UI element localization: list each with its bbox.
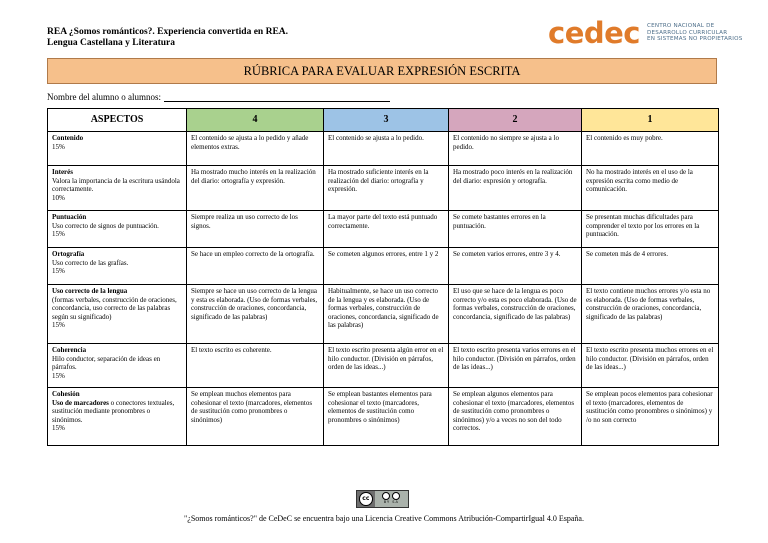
license-text: "¿Somos románticos?" de CeDeC se encuentra bajo una Licencia Creative Commons Atribución-CompartirIgual 4.0 España. (184, 514, 584, 523)
score-1-cell: Se emplean pocos elementos para cohesionar el texto (marcadores, elementos de sustitución como pronombres o sinónimos) y /o no son correcto (582, 388, 719, 446)
aspect-weight: 15% (52, 230, 65, 239)
header-line-2: Lengua Castellana y Literatura (47, 38, 175, 48)
score-3-cell: Ha mostrado suficiente interés en la realización del diario: ortografía y expresión. (324, 166, 449, 211)
student-name-field (47, 92, 390, 102)
score-3-cell: Se cometen algunos errores, entre 1 y 2 (324, 248, 449, 285)
score-3-cell: El contenido se ajusta a lo pedido. (324, 132, 449, 166)
logo-tagline (647, 23, 742, 42)
score-4-cell: El contenido se ajusta a lo pedido y añade elementos extras. (187, 132, 324, 166)
score-4-cell: Ha mostrado mucho interés en la realización del diario: ortografía y expresión. (187, 166, 324, 211)
score-3-cell: Habitualmente, se hace un uso correcto de la lengua y es elaborada. (Uso de formas verbales, construcción de oraciones, concordancia, significado de las palabras) (324, 285, 449, 344)
table-row (48, 211, 719, 248)
table-row (48, 132, 719, 166)
aspect-name: Interés (52, 168, 73, 176)
cc-license-badge[interactable] (356, 490, 409, 508)
aspect-name: Contenido (52, 134, 84, 142)
table-row (48, 285, 719, 344)
aspect-name: Ortografía (52, 250, 85, 258)
aspect-description: Uso correcto de signos de puntuación. (52, 221, 159, 230)
by-sa-text: BY SA (383, 500, 399, 504)
score-4-cell: Se emplean muchos elementos para cohesionar el texto (marcadores, elementos de sustitución como pronombres o sinónimos) (187, 388, 324, 446)
score-2-cell: Se comete bastantes errores en la puntuación. (449, 211, 582, 248)
aspect-weight: 15% (52, 371, 65, 380)
score-1-cell: Se cometen más de 4 errores. (582, 248, 719, 285)
score-2-cell: Se emplean algunos elementos para cohesionar el texto (marcadores, elementos de sustitución como pronombres o sinónimos) y/o a veces no son del todo correctos. (449, 388, 582, 446)
aspect-weight: 15% (52, 321, 65, 330)
aspect-name: Cohesión (52, 390, 80, 398)
logo-tagline-1: CENTRO NACIONAL DE (646, 23, 715, 30)
table-row (48, 166, 719, 211)
aspect-weight: 15% (52, 267, 65, 276)
score-3-cell: El texto escrito presenta algún error en el hilo conductor. (División en párrafos, orden de las ideas...) (324, 344, 449, 388)
rubric-header-row (48, 109, 719, 132)
aspect-cell (48, 388, 187, 446)
aspect-cell (48, 285, 187, 344)
score-1-cell: El texto contiene muchos errores y/o esta no es elaborada. (Uso de formas verbales, construcción de oraciones, concordancia, significado de las palabras) (582, 285, 719, 344)
student-name-blank (164, 93, 390, 102)
aspect-description: (formas verbales, construcción de oraciones, concordancia, uso correcto de las palabras según su significado) (52, 295, 177, 321)
aspect-cell (48, 344, 187, 388)
header-score-1: 1 (582, 109, 719, 132)
attribution-icon (382, 492, 390, 500)
table-row (48, 248, 719, 285)
aspect-description: Uso correcto de las grafías. (52, 258, 129, 267)
aspect-cell (48, 211, 187, 248)
aspect-description: Hilo conductor, separación de ideas en párrafos. (52, 354, 161, 372)
document-header (47, 27, 288, 49)
aspect-description: o conectores textuales, sustitución mediante pronombres o sinónimos. (52, 398, 175, 424)
cedec-logo (548, 18, 742, 48)
score-4-cell: Se hace un empleo correcto de la ortografía. (187, 248, 324, 285)
aspect-description: Valora la importancia de la escritura usándola correctamente. (52, 176, 180, 194)
aspect-weight: 10% (52, 193, 65, 202)
score-4-cell: Siempre realiza un uso correcto de los signos. (187, 211, 324, 248)
aspect-weight: 15% (52, 424, 65, 433)
logo-tagline-2: DESARROLLO CURRICULAR (646, 29, 728, 36)
share-alike-icon (392, 492, 400, 500)
header-score-3: 3 (324, 109, 449, 132)
header-score-4: 4 (187, 109, 324, 132)
score-1-cell: El texto escrito presenta muchos errores en el hilo conductor. (División en párrafos, orden de las ideas...) (582, 344, 719, 388)
score-2-cell: Ha mostrado poco interés en la realización del diario: expresión y ortografía. (449, 166, 582, 211)
score-3-cell: La mayor parte del texto está puntuado correctamente. (324, 211, 449, 248)
aspect-name: Puntuación (52, 213, 87, 221)
header-aspectos: ASPECTOS (48, 109, 187, 132)
by-sa-block (375, 491, 408, 507)
score-4-cell: El texto escrito es coherente. (187, 344, 324, 388)
cc-icon: cc (359, 492, 373, 506)
header-line-1: REA ¿Somos románticos?. Experiencia convertida en REA. (47, 27, 289, 37)
aspect-cell (48, 166, 187, 211)
by-sa-icons (382, 492, 400, 500)
rubric-title: RÚBRICA PARA EVALUAR EXPRESIÓN ESCRITA (47, 58, 717, 84)
logo-tagline-3: EN SISTEMAS NO PROPIETARIOS (646, 36, 743, 43)
score-1-cell: Se presentan muchas dificultades para comprender el texto por los errores en la puntuación. (582, 211, 719, 248)
header-score-2: 2 (449, 109, 582, 132)
rubric-table (47, 108, 719, 446)
score-4-cell: Siempre se hace un uso correcto de la lengua y esta es elaborada. (Uso de formas verbales, construcción de oraciones, concordancia, significado de las palabras) (187, 285, 324, 344)
aspect-cell (48, 248, 187, 285)
table-row (48, 344, 719, 388)
score-1-cell: El contenido es muy pobre. (582, 132, 719, 166)
aspect-weight: 15% (52, 142, 65, 151)
student-name-label: Nombre del alumno o alumnos: (47, 92, 161, 102)
score-3-cell: Se emplean bastantes elementos para cohesionar el texto (marcadores, elementos de sustitución como pronombres o sinónimos) (324, 388, 449, 446)
table-row (48, 388, 719, 446)
logo-word: cedec (548, 16, 640, 50)
score-2-cell: El contenido no siempre se ajusta a lo pedido. (449, 132, 582, 166)
aspect-cell (48, 132, 187, 166)
score-2-cell: El texto escrito presenta varios errores en el hilo conductor. (División en párrafos, orden de las ideas...) (449, 344, 582, 388)
score-2-cell: Se cometen varios errores, entre 3 y 4. (449, 248, 582, 285)
aspect-subtitle: Uso de marcadores (52, 398, 109, 407)
score-1-cell: No ha mostrado interés en el uso de la expresión escrita como medio de comunicación. (582, 166, 719, 211)
aspect-name: Uso correcto de la lengua (52, 287, 128, 295)
aspect-name: Coherencia (52, 346, 87, 354)
score-2-cell: El uso que se hace de la lengua es poco correcto y/o esta es poco elaborada. (Uso de formas verbales, construcción de oraciones, concordancia, significado de las palabras) (449, 285, 582, 344)
